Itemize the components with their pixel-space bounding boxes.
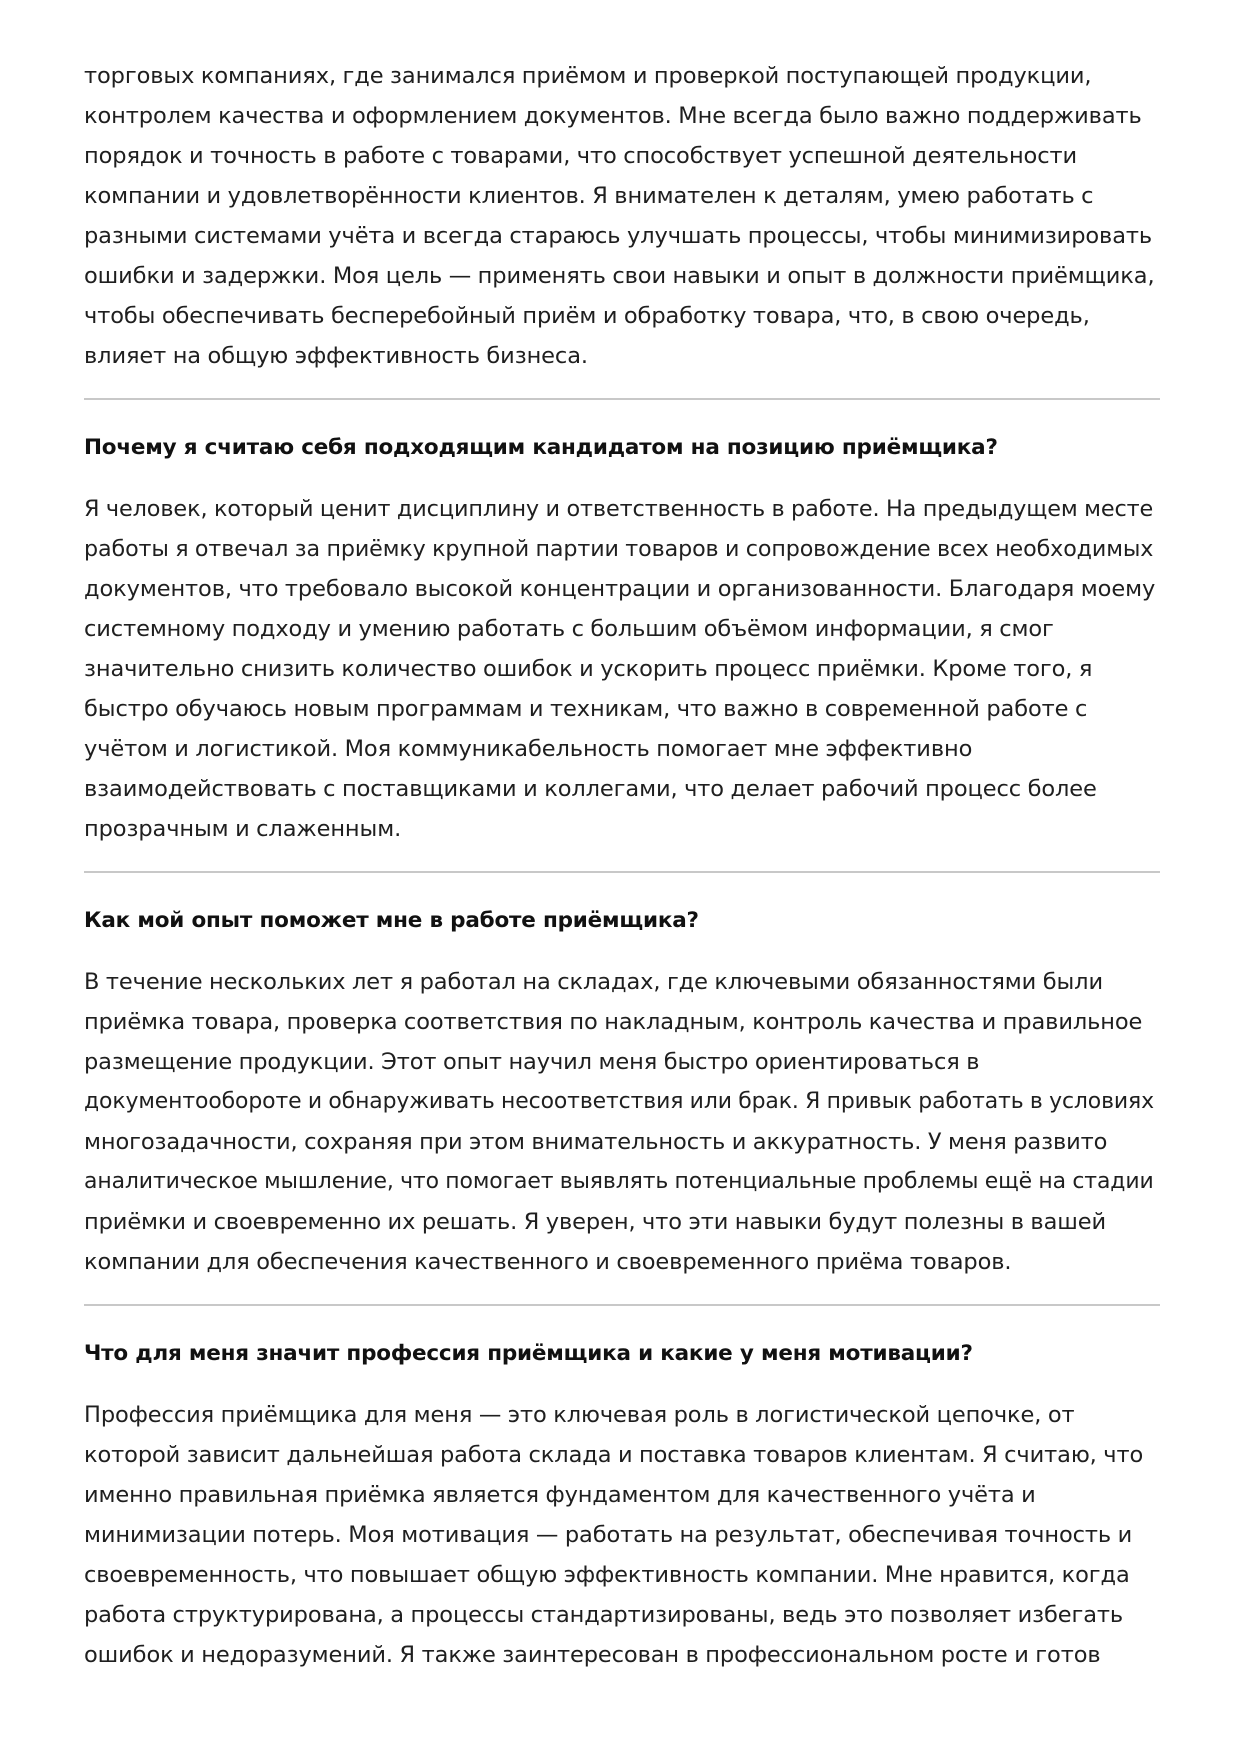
- text-line: документов, что требовало высокой концентрации и организованности. Благодаря моему: [84, 576, 1156, 602]
- text-line: порядок и точность в работе с товарами, что способствует успешной деятельности: [84, 143, 1078, 169]
- section-divider: [84, 871, 1160, 873]
- text-line: Я человек, который ценит дисциплину и ответственность в работе. На предыдущем месте: [84, 496, 1154, 522]
- text-line: многозадачности, сохраняя при этом внимательность и аккуратность. У меня развито: [84, 1129, 1108, 1155]
- text-line: документообороте и обнаруживать несоответствия или брак. Я привык работать в условиях: [84, 1089, 1155, 1114]
- text-line: именно правильная приёмка является фундаментом для качественного учёта и: [84, 1482, 1036, 1508]
- section-divider: [84, 398, 1160, 400]
- text-line: контролем качества и оформлением документов. Мне всегда было важно поддерживать: [84, 103, 1142, 129]
- text-line: разными системами учёта и всегда стараюсь улучшать процессы, чтобы минимизировать: [84, 223, 1153, 249]
- text-line: аналитическое мышление, что помогает выявлять потенциальные проблемы ещё на стадии: [84, 1169, 1154, 1194]
- section-paragraph-motivation: [84, 1395, 1160, 1675]
- text-line: торговых компаниях, где занимался приёмом и проверкой поступающей продукции,: [84, 63, 1092, 89]
- section-divider: [84, 1304, 1160, 1306]
- text-line: чтобы обеспечивать бесперебойный приём и обработку товара, что, в свою очередь,: [84, 303, 1090, 329]
- text-line: минимизации потерь. Моя мотивация — работать на результат, обеспечивая точность и: [84, 1522, 1133, 1548]
- section-heading-suitability: Почему я считаю себя подходящим кандидатом на позицию приёмщика?: [84, 435, 998, 460]
- text-line: ошибки и задержки. Моя цель — применять свои навыки и опыт в должности приёмщика,: [84, 263, 1155, 289]
- text-line: работы я отвечал за приёмку крупной партии товаров и сопровождение всех необходимых: [84, 536, 1154, 562]
- text-line: значительно снизить количество ошибок и ускорить процесс приёмки. Кроме того, я: [84, 656, 1093, 682]
- intro-paragraph: [84, 56, 1160, 376]
- document-page: [84, 56, 1160, 1675]
- text-line: быстро обучаюсь новым программам и техникам, что важно в современной работе с: [84, 696, 1088, 722]
- text-line: прозрачным и слаженным.: [84, 816, 402, 842]
- text-line: ошибок и недоразумений. Я также заинтересован в профессиональном росте и готов: [84, 1642, 1101, 1668]
- section-heading-experience: Как мой опыт поможет мне в работе приёмщика?: [84, 908, 699, 933]
- text-line: которой зависит дальнейшая работа склада и поставка товаров клиентам. Я считаю, что: [84, 1442, 1144, 1468]
- section-paragraph-suitability: [84, 489, 1160, 849]
- text-line: Профессия приёмщика для меня — это ключевая роль в логистической цепочке, от: [84, 1402, 1075, 1428]
- text-line: влияет на общую эффективность бизнеса.: [84, 343, 588, 369]
- text-line: В течение нескольких лет я работал на складах, где ключевыми обязанностями были: [84, 969, 1103, 995]
- text-line: взаимодействовать с поставщиками и коллегами, что делает рабочий процесс более: [84, 776, 1097, 802]
- text-line: приёмки и своевременно их решать. Я уверен, что эти навыки будут полезны в вашей: [84, 1209, 1107, 1235]
- text-line: своевременность, что повышает общую эффективность компании. Мне нравится, когда: [84, 1562, 1130, 1588]
- text-line: компании для обеспечения качественного и своевременного приёма товаров.: [84, 1249, 1012, 1275]
- text-line: приёмка товара, проверка соответствия по накладным, контроль качества и правильное: [84, 1009, 1143, 1035]
- section-heading-motivation: Что для меня значит профессия приёмщика и какие у меня мотивации?: [84, 1341, 973, 1366]
- text-line: компании и удовлетворённости клиентов. Я внимателен к деталям, умею работать с: [84, 183, 1094, 209]
- text-line: размещение продукции. Этот опыт научил меня быстро ориентироваться в: [84, 1049, 980, 1075]
- text-line: учётом и логистикой. Моя коммуникабельность помогает мне эффективно: [84, 736, 973, 762]
- text-line: системному подходу и умению работать с большим объёмом информации, я смог: [84, 616, 1054, 642]
- text-line: работа структурирована, а процессы стандартизированы, ведь это позволяет избегать: [84, 1602, 1124, 1628]
- section-paragraph-experience: [84, 962, 1160, 1282]
